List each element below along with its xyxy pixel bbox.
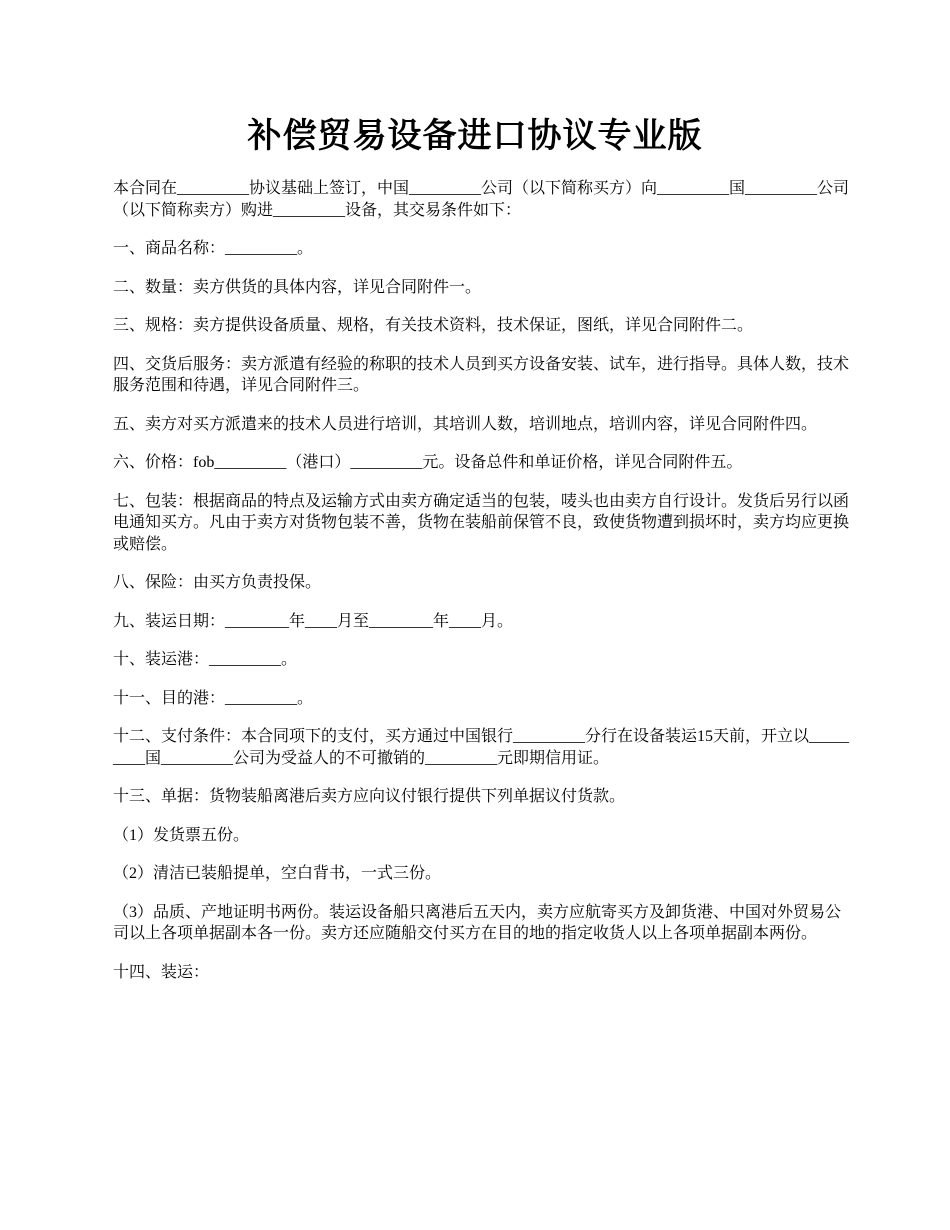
document-title: 补偿贸易设备进口协议专业版 — [247, 118, 703, 155]
paragraph-clause-4: 四、交货后服务：卖方派遣有经验的称职的技术人员到买方设备安装、试车，进行指导。具体人数，技术服务范围和待遇，详见合同附件三。 — [113, 355, 850, 394]
paragraph-intro: 本合同在_________协议基础上签订，中国_________公司（以下简称买方）向_________国_________公司（以下简称卖方）购进_________设备，其交易条件如下： — [113, 180, 850, 219]
paragraph-clause-7: 七、包装：根据商品的特点及运输方式由卖方确定适当的包装，唛头也由卖方自行设计。发货后另行以函电通知买方。凡由于卖方对货物包装不善，货物在装船前保管不良，致使货物遭到损坏时，卖方均应更换或赔偿。 — [113, 492, 850, 553]
document-body — [113, 178, 855, 1000]
paragraph-item-2: （2）清洁已装船提单，空白背书，一式三份。 — [113, 865, 442, 882]
paragraph-clause-8: 八、保险：由买方负责投保。 — [113, 574, 322, 591]
paragraph-clause-3: 三、规格：卖方提供设备质量、规格，有关技术资料，技术保证，图纸，详见合同附件二。 — [113, 317, 754, 334]
paragraph-clause-9: 九、装运日期：________年____月至________年____月。 — [113, 612, 514, 630]
paragraph-clause-6: 六、价格：fob_________（港口）_________元。设备总件和单证价格，详见合同附件五。 — [113, 454, 743, 471]
paragraph-clause-2: 二、数量：卖方供货的具体内容，详见合同附件一。 — [113, 278, 482, 296]
paragraph-item-3: （3）品质、产地证明书两份。装运设备船只离港后五天内，卖方应航寄买方及卸货港、中国对外贸易公司以上各项单据副本各一份。卖方还应随船交付买方在目的地的指定收货人以上各项单据副本两份。 — [113, 903, 842, 942]
paragraph-clause-5: 五、卖方对买方派遣来的技术人员进行培训，其培训人数，培训地点，培训内容，详见合同附件四。 — [113, 415, 818, 433]
paragraph-clause-13: 十三、单据：货物装船离港后卖方应向议付银行提供下列单据议付货款。 — [113, 788, 626, 805]
paragraph-clause-10: 十、装运港：_________。 — [113, 651, 298, 668]
paragraph-item-1: （1）发货票五份。 — [113, 826, 250, 844]
paragraph-clause-14: 十四、装运： — [113, 963, 210, 981]
paragraph-clause-1: 一、商品名称：_________。 — [113, 240, 314, 257]
paragraph-clause-12: 十二、支付条件：本合同项下的支付，买方通过中国银行_________分行在设备装运15天前，开立以_________国_________公司为受益人的不可撤销的_________元即期信用证。 — [113, 728, 850, 767]
paragraph-clause-11: 十一、目的港：_________。 — [113, 689, 314, 707]
